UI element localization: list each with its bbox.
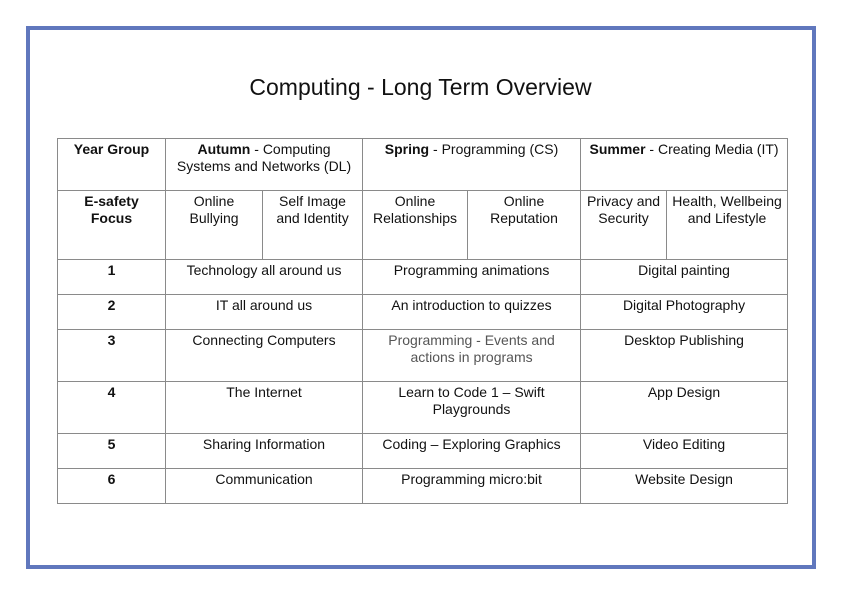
spring-unit: Learn to Code 1 – Swift Playgrounds (363, 382, 581, 434)
year-row (58, 434, 788, 469)
spring-unit: Programming micro:bit (363, 469, 581, 504)
autumn-unit: Connecting Computers (166, 330, 363, 382)
esafety-label: E-safety Focus (58, 191, 166, 260)
autumn-topic-label: - Computing Systems and Networks (DL) (176, 141, 352, 174)
overview-table (57, 138, 788, 504)
spring-header (363, 139, 581, 191)
summer-unit: App Design (581, 382, 788, 434)
year-row (58, 260, 788, 295)
year-number: 1 (58, 260, 166, 295)
autumn-unit: Sharing Information (166, 434, 363, 469)
year-group-header: Year Group (58, 139, 166, 191)
spring-topic-label: - Programming (CS) (429, 141, 559, 157)
year-row (58, 295, 788, 330)
esafety-topic: Online Reputation (468, 191, 581, 260)
summer-header (581, 139, 788, 191)
summer-unit: Desktop Publishing (581, 330, 788, 382)
esafety-row (58, 191, 788, 260)
summer-unit: Digital Photography (581, 295, 788, 330)
autumn-unit: The Internet (166, 382, 363, 434)
spring-term-label: Spring (384, 141, 430, 157)
page-title: Computing - Long Term Overview (249, 74, 592, 100)
year-row (58, 382, 788, 434)
autumn-term-label: Autumn (197, 141, 251, 157)
summer-term-label: Summer (589, 141, 646, 157)
spring-unit: Coding – Exploring Graphics (363, 434, 581, 469)
year-number: 6 (58, 469, 166, 504)
year-number: 5 (58, 434, 166, 469)
spring-unit: Programming - Events and actions in programs (363, 330, 581, 382)
autumn-header (166, 139, 363, 191)
header-row (58, 139, 788, 191)
summer-unit: Digital painting (581, 260, 788, 295)
year-row (58, 469, 788, 504)
spring-unit: Programming animations (363, 260, 581, 295)
autumn-unit: Technology all around us (166, 260, 363, 295)
esafety-topic: Online Relationships (363, 191, 468, 260)
year-number: 3 (58, 330, 166, 382)
year-number: 4 (58, 382, 166, 434)
autumn-unit: IT all around us (166, 295, 363, 330)
summer-topic-label: - Creating Media (IT) (645, 141, 779, 157)
esafety-topic: Health, Wellbeing and Lifestyle (667, 191, 788, 260)
summer-unit: Website Design (581, 469, 788, 504)
year-row (58, 330, 788, 382)
summer-unit: Video Editing (581, 434, 788, 469)
autumn-unit: Communication (166, 469, 363, 504)
esafety-topic: Online Bullying (166, 191, 263, 260)
esafety-topic: Privacy and Security (581, 191, 667, 260)
spring-unit: An introduction to quizzes (363, 295, 581, 330)
esafety-topic: Self Image and Identity (263, 191, 363, 260)
year-number: 2 (58, 295, 166, 330)
